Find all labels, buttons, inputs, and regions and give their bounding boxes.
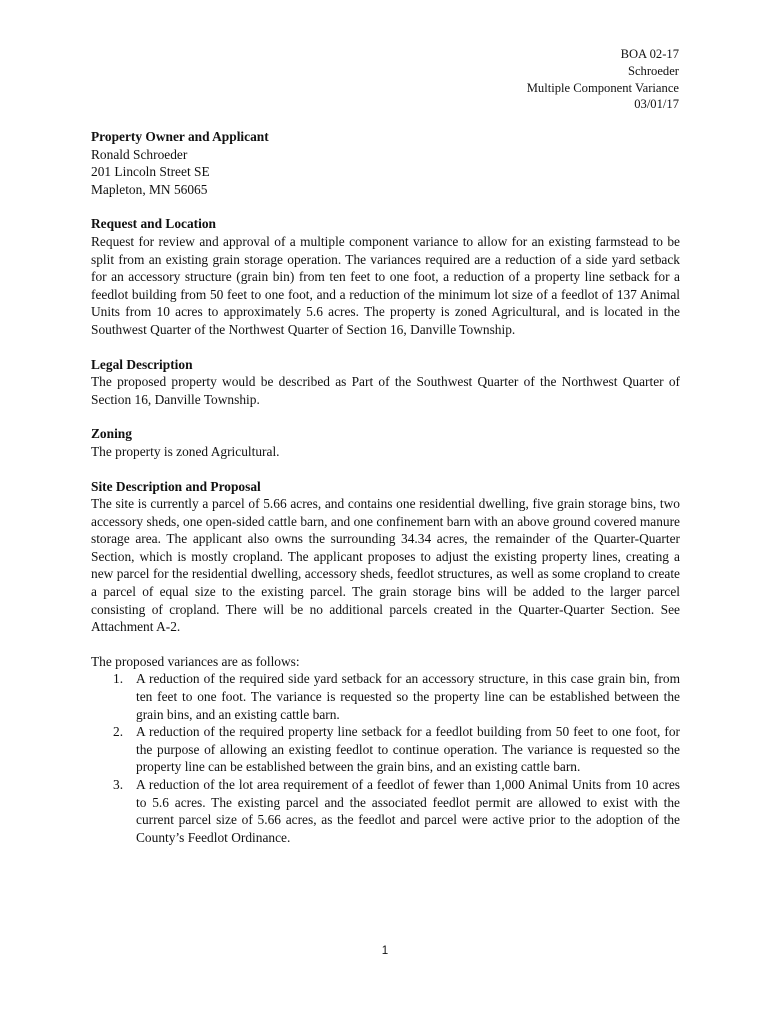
case-number: BOA 02-17 — [620, 47, 679, 61]
variance-item — [113, 670, 680, 723]
variances-section — [91, 653, 680, 847]
site-section — [91, 478, 680, 636]
variance-item — [113, 776, 680, 846]
applicant-surname: Schroeder — [627, 63, 679, 78]
legal-section — [91, 356, 680, 409]
variance-number: 3. — [113, 777, 124, 792]
page-number: 1 — [381, 945, 389, 957]
variance-text: A reduction of the required property line setback for a feedlot building from 50 feet to one foot, for the purpose of allowing an existing feedlot to continue operation. The variance is requested so the property line can be established between the grain bins, and an existing cattle barn. — [136, 724, 680, 775]
zoning-text: The property is zoned Agricultural. — [91, 443, 280, 459]
variance-item — [113, 723, 680, 776]
document-body — [91, 128, 680, 863]
legal-heading: Legal Description — [91, 356, 193, 372]
owner-name: Ronald Schroeder — [91, 146, 188, 162]
variance-text: A reduction of the required side yard setback for an accessory structure, in this case grain bin, from ten feet to one foot. The variance is requested so the property line can be established between the grain bins, and an existing cattle barn. — [136, 671, 680, 722]
variance-text: A reduction of the lot area requirement of a feedlot of fewer than 1,000 Animal Units from 10 acres to 5.6 acres. The existing parcel and the associated feedlot permit are allowed to exist with the current parcel size of 5.66 acres, as the feedlot and parcel were active prior to the adoption of the County’s Feedlot Ordinance. — [136, 777, 680, 845]
owner-heading: Property Owner and Applicant — [91, 129, 269, 144]
variance-number: 1. — [113, 671, 124, 687]
request-heading: Request and Location — [91, 216, 216, 232]
request-text: Request for review and approval of a multiple component variance to allow for an existing farmstead to be split from an existing grain storage operation. The variances required are a reduction of a side yard setback for an accessory structure (grain bin) from ten feet to one foot, a reduction of a property line setback for a feedlot building from 50 feet to one foot, and a reduction of the minimum lot size of a feedlot of 137 Animal Units from 10 acres to approximately 5.6 acres. The property is zoned Agricultural, and is located in the Southwest Quarter of the Northwest Quarter of Section 16, Danville Township. — [91, 233, 680, 337]
request-section — [91, 215, 680, 338]
legal-text: The proposed property would be described as Part of the Southwest Quarter of the Northwest Quarter of Section 16, Danville Township. — [91, 374, 680, 407]
case-date: 03/01/17 — [634, 97, 679, 112]
variance-type: Multiple Component Variance — [526, 80, 679, 95]
owner-street: 201 Lincoln Street SE — [91, 164, 210, 180]
case-header — [527, 46, 679, 113]
owner-section — [91, 128, 680, 198]
owner-city: Mapleton, MN 56065 — [91, 181, 208, 197]
variances-intro: The proposed variances are as follows: — [91, 653, 300, 669]
site-text: The site is currently a parcel of 5.66 acres, and contains one residential dwelling, five grain storage bins, two accessory sheds, one open-sided cattle barn, and one confinement barn with an above ground covered manure storage area. The applicant also owns the surrounding 34.34 acres, the remainder of the Quarter-Quarter Section, which is mostly cropland. The applicant proposes to adjust the existing property lines, creating a new parcel for the residential dwelling, accessory sheds, feedlot structures, as well as some cropland to create a parcel of equal size to the existing parcel. The grain storage bins will be added to the larger parcel consisting of cropland. There will be no additional parcels created in the Quarter-Quarter Section. See Attachment A-2. — [91, 496, 680, 635]
variance-number: 2. — [113, 724, 124, 740]
zoning-heading: Zoning — [91, 426, 132, 442]
zoning-section — [91, 425, 680, 460]
variances-list — [91, 670, 680, 846]
site-heading: Site Description and Proposal — [91, 478, 261, 494]
